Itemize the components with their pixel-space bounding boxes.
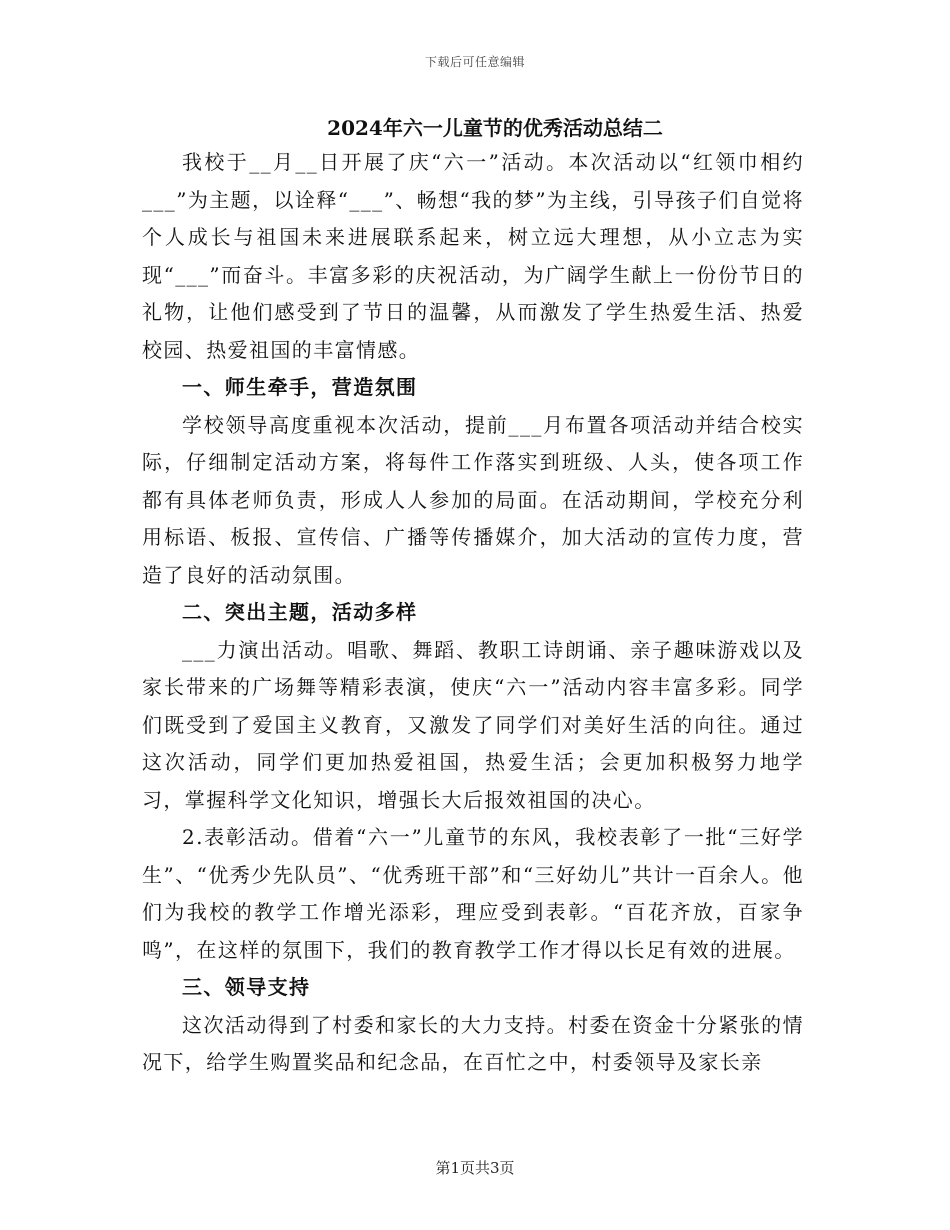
intro-paragraph: 我校于__月__日开展了庆“六一”活动。本次活动以“红领巾相约___”为主题，以诠释“___”、畅想“我的梦”为主线，引导孩子们自觉将个人成长与祖国未来进展联系起来，树立远大理想，从小立志为实现“___”而奋斗。丰富多彩的庆祝活动，为广阔学生献上一份份节日的礼物，让他们感受到了节日的温馨，从而激发了学生热爱生活、热爱校园、热爱祖国的丰富情感。 [142,150,804,362]
section-heading-1: 一、师生牵手，营造氛围 [182,375,418,399]
section-2-paragraph-2: 2.表彰活动。借着“六一”儿童节的东风，我校表彰了一批“三好学生”、“优秀少先队员”、“优秀班干部”和“三好幼儿”共计一百余人。他们为我校的教学工作增光添彩，理应受到表彰。“百花齐放，百家争鸣”，在这样的氛围下，我们的教育教学工作才得以长足有效的进展。 [142,825,804,962]
page-number: 第1页共3页 [435,1159,515,1177]
section-heading-2: 二、突出主题，活动多样 [182,600,418,624]
section-heading-3: 三、领导支持 [182,975,311,999]
header-note: 下载后可任意编辑 [424,55,525,69]
document-body [142,144,804,1082]
section-1-paragraph: 学校领导高度重视本次活动，提前___月布置各项活动并结合校实际，仔细制定活动方案，将每件工作落实到班级、人头，使各项工作都有具体老师负责，形成人人参加的局面。在活动期间，学校充分利用标语、板报、宣传信、广播等传播媒介，加大活动的宣传力度，营造了良好的活动氛围。 [142,412,804,587]
section-2-paragraph-1: ___力演出活动。唱歌、舞蹈、教职工诗朗诵、亲子趣味游戏以及家长带来的广场舞等精彩表演，使庆“六一”活动内容丰富多彩。同学们既受到了爱国主义教育，又激发了同学们对美好生活的向往。通过这次活动，同学们更加热爱祖国，热爱生活；会更加积极努力地学习，掌握科学文化知识，增强长大后报效祖国的决心。 [142,637,804,812]
document-title: 2024年六一儿童节的优秀活动总结二 [327,116,663,140]
section-3-paragraph: 这次活动得到了村委和家长的大力支持。村委在资金十分紧张的情况下，给学生购置奖品和纪念品，在百忙之中，村委领导及家长亲 [142,1012,804,1074]
